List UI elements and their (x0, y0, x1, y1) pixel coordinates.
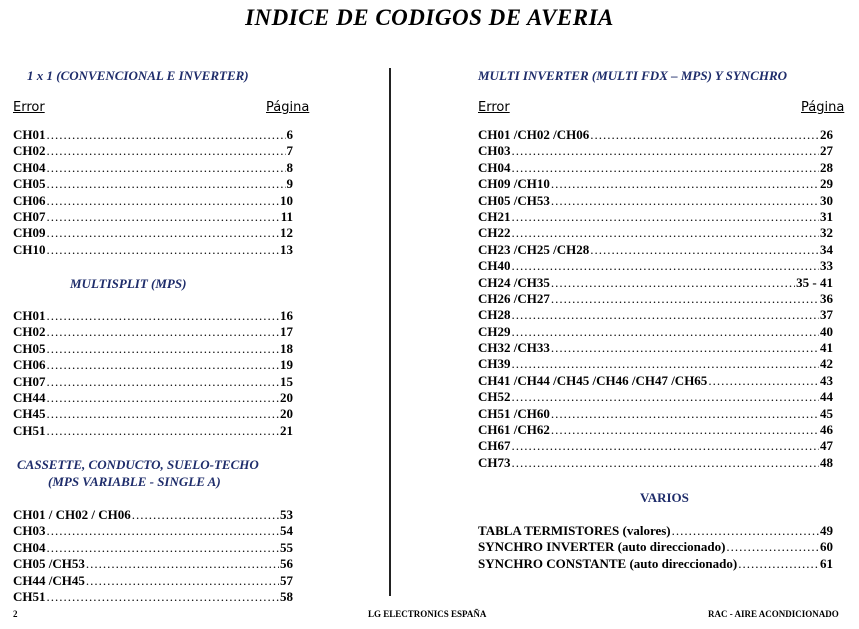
page-number: 10 (280, 192, 293, 208)
error-code: CH52 (478, 389, 511, 405)
error-code: CH09 (13, 225, 46, 241)
section-heading-multisplit: MULTISPLIT (MPS) (70, 276, 187, 291)
page-number: 28 (820, 159, 833, 175)
dot-leader (672, 523, 819, 539)
index-entry (13, 556, 293, 572)
dot-leader (551, 422, 819, 438)
index-entry (13, 507, 293, 523)
index-entry (13, 160, 293, 176)
page-number: 57 (280, 572, 293, 588)
page-number: 19 (280, 357, 293, 373)
page-number: 61 (820, 555, 833, 571)
dot-leader (512, 389, 820, 405)
error-code: CH07 (13, 373, 46, 389)
dot-leader (47, 423, 280, 439)
index-entry (478, 143, 833, 159)
dot-leader (47, 242, 280, 258)
index-entry (478, 389, 833, 405)
index-entry (478, 258, 833, 274)
index-entry (13, 209, 293, 225)
index-list-multisplit (13, 308, 293, 439)
page-title: INDICE DE CODIGOS DE AVERIA (245, 5, 614, 30)
dot-leader (132, 507, 279, 523)
index-entry (478, 160, 833, 176)
dot-leader (726, 539, 819, 555)
error-code: CH21 (478, 208, 511, 224)
page-number: 49 (820, 523, 833, 538)
section-heading-cassette-line1: CASSETTE, CONDUCTO, SUELO-TECHO (17, 457, 259, 472)
page-number: 27 (820, 143, 833, 159)
page-number: 18 (280, 340, 293, 356)
error-code: CH05 /CH53 (478, 192, 550, 208)
dot-leader (512, 307, 820, 323)
page-number: 42 (820, 356, 833, 372)
page-number: 37 (820, 307, 833, 323)
dot-leader (47, 540, 280, 556)
page-number: 11 (280, 208, 293, 224)
error-code: CH02 (13, 324, 46, 340)
index-entry (478, 556, 833, 572)
error-code: CH73 (478, 454, 511, 470)
index-entry (478, 539, 833, 555)
dot-leader (47, 225, 280, 241)
page-number: 21 (280, 422, 293, 438)
error-code: CH39 (478, 356, 511, 372)
dot-leader (86, 556, 279, 572)
dot-leader (512, 356, 820, 372)
error-code: CH26 /CH27 (478, 290, 550, 306)
page-number: 55 (280, 539, 293, 555)
dot-leader (512, 324, 820, 340)
dot-leader (551, 275, 795, 291)
index-entry (478, 406, 833, 422)
index-entry (478, 373, 833, 389)
dot-leader (590, 242, 819, 258)
page-number: 12 (280, 225, 293, 241)
index-entry (13, 308, 293, 324)
error-code: SYNCHRO INVERTER (auto direccionado) (478, 539, 726, 555)
error-code: CH44 (13, 389, 46, 405)
dot-leader (47, 324, 280, 340)
error-code: CH05 /CH53 (13, 556, 85, 572)
page-number: 15 (280, 373, 293, 389)
index-entry (478, 455, 833, 471)
error-code: CH03 (478, 143, 511, 159)
dot-leader (551, 406, 819, 422)
index-list-1x1 (13, 127, 293, 258)
page-number: 45 (820, 405, 833, 421)
error-code: CH44 /CH45 (13, 572, 85, 588)
dot-leader (551, 340, 819, 356)
error-code: CH51 (13, 422, 46, 438)
index-entry (13, 193, 293, 209)
error-code: CH67 (478, 438, 511, 454)
page-number: 7 (286, 143, 293, 159)
page-number: 34 (820, 241, 833, 257)
index-entry (478, 242, 833, 258)
error-code: CH05 (13, 176, 46, 192)
section-heading-multi-inverter: MULTI INVERTER (MULTI FDX – MPS) Y SYNCHRO (478, 68, 788, 83)
index-entry (13, 390, 293, 406)
index-entry (478, 193, 833, 209)
page-number: 33 (820, 258, 833, 274)
error-code: TABLA TERMISTORES (valores) (478, 523, 671, 538)
index-entry (478, 209, 833, 225)
dot-leader (47, 406, 280, 422)
index-entry (13, 406, 293, 422)
column-divider (389, 68, 391, 596)
dot-leader (47, 209, 280, 225)
error-code: CH05 (13, 340, 46, 356)
page-number: 9 (286, 176, 293, 192)
dot-leader (512, 455, 820, 471)
error-code: CH01 (13, 308, 46, 323)
page-number: 56 (280, 556, 293, 572)
index-entry (13, 523, 293, 539)
page-number: 35 - 41 (796, 274, 833, 290)
dot-leader (47, 357, 280, 373)
index-entry (13, 242, 293, 258)
footer-company: LG ELECTRONICS ESPAÑA (368, 609, 487, 619)
page-number: 29 (820, 176, 833, 192)
dot-leader (47, 589, 280, 605)
section-heading-varios: VARIOS (640, 490, 689, 505)
error-code: CH22 (478, 225, 511, 241)
error-code: CH01 /CH02 /CH06 (478, 127, 590, 142)
dot-leader (708, 373, 819, 389)
page-number: 48 (820, 454, 833, 470)
index-entry (13, 127, 293, 143)
dot-leader (512, 209, 820, 225)
dot-leader (738, 556, 819, 572)
index-entry (478, 307, 833, 323)
index-entry (478, 127, 833, 143)
dot-leader (47, 127, 286, 143)
index-entry (13, 573, 293, 589)
index-entry (13, 357, 293, 373)
section-heading-cassette-line2: (MPS VARIABLE - SINGLE A) (48, 474, 221, 489)
page-number: 6 (286, 127, 293, 142)
error-code: CH41 /CH44 /CH45 /CH46 /CH47 /CH65 (478, 372, 708, 388)
page-number: 60 (820, 539, 833, 555)
dot-leader (551, 193, 819, 209)
page-number: 16 (280, 308, 293, 323)
section-heading-1x1: 1 x 1 (CONVENCIONAL E INVERTER) (27, 68, 249, 83)
error-code: CH03 (13, 523, 46, 539)
page-number: 44 (820, 389, 833, 405)
error-code: CH07 (13, 208, 46, 224)
page-number: 30 (820, 192, 833, 208)
dot-leader (47, 523, 280, 539)
error-column-header: Error (13, 100, 45, 115)
error-code: CH09 /CH10 (478, 176, 550, 192)
error-code: CH51 /CH60 (478, 405, 550, 421)
error-code: CH40 (478, 258, 511, 274)
footer-department: RAC - AIRE ACONDICIONADO (708, 609, 839, 619)
index-list-varios (478, 523, 833, 572)
error-code: SYNCHRO CONSTANTE (auto direccionado) (478, 555, 738, 571)
error-code: CH01 / CH02 / CH06 (13, 507, 131, 522)
dot-leader (512, 160, 820, 176)
dot-leader (47, 193, 280, 209)
dot-leader (47, 176, 286, 192)
error-code: CH06 (13, 357, 46, 373)
index-entry (13, 341, 293, 357)
dot-leader (86, 573, 279, 589)
index-entry (478, 176, 833, 192)
index-entry (13, 143, 293, 159)
dot-leader (512, 225, 820, 241)
index-entry (478, 356, 833, 372)
page-number: 41 (820, 340, 833, 356)
error-code: CH04 (478, 159, 511, 175)
index-entry (13, 423, 293, 439)
index-list-cassette (13, 507, 293, 605)
error-code: CH24 /CH35 (478, 274, 550, 290)
page-number: 36 (820, 290, 833, 306)
index-entry (13, 374, 293, 390)
page-number: 54 (280, 523, 293, 539)
footer-page-number: 2 (13, 609, 18, 619)
page-number: 20 (280, 389, 293, 405)
page-number: 53 (280, 507, 293, 522)
page-number: 46 (820, 422, 833, 438)
error-code: CH23 /CH25 /CH28 (478, 241, 590, 257)
page-number: 43 (820, 372, 833, 388)
page-column-header: Página (801, 100, 845, 115)
dot-leader (47, 143, 286, 159)
error-code: CH02 (13, 143, 46, 159)
error-code: CH10 (13, 241, 46, 257)
page-number: 47 (820, 438, 833, 454)
index-entry (478, 275, 833, 291)
index-entry (478, 422, 833, 438)
index-entry (478, 225, 833, 241)
index-entry (13, 225, 293, 241)
page-number: 32 (820, 225, 833, 241)
page-column-header: Página (266, 100, 310, 115)
error-code: CH51 (13, 588, 46, 604)
index-list-multi-inverter (478, 127, 833, 471)
error-code: CH06 (13, 192, 46, 208)
dot-leader (512, 258, 820, 274)
index-entry (478, 291, 833, 307)
index-entry (478, 324, 833, 340)
index-entry (13, 324, 293, 340)
dot-leader (590, 127, 819, 143)
error-code: CH29 (478, 323, 511, 339)
page-number: 40 (820, 323, 833, 339)
page-number: 13 (280, 241, 293, 257)
error-code: CH04 (13, 159, 46, 175)
dot-leader (47, 160, 286, 176)
page-number: 8 (286, 159, 293, 175)
page-number: 20 (280, 406, 293, 422)
page-number: 58 (280, 588, 293, 604)
error-code: CH45 (13, 406, 46, 422)
index-entry (13, 589, 293, 605)
index-entry (478, 523, 833, 539)
dot-leader (551, 176, 819, 192)
error-code: CH28 (478, 307, 511, 323)
dot-leader (47, 390, 280, 406)
error-code: CH01 (13, 127, 46, 142)
index-entry (478, 438, 833, 454)
error-code: CH04 (13, 539, 46, 555)
page-number: 26 (820, 127, 833, 142)
dot-leader (47, 308, 280, 324)
error-code: CH32 /CH33 (478, 340, 550, 356)
dot-leader (512, 143, 820, 159)
error-column-header: Error (478, 100, 510, 115)
dot-leader (512, 438, 820, 454)
dot-leader (551, 291, 819, 307)
index-entry (13, 176, 293, 192)
error-code: CH61 /CH62 (478, 422, 550, 438)
index-entry (13, 540, 293, 556)
index-entry (478, 340, 833, 356)
dot-leader (47, 341, 280, 357)
page-number: 31 (820, 208, 833, 224)
dot-leader (47, 374, 280, 390)
page-number: 17 (280, 324, 293, 340)
